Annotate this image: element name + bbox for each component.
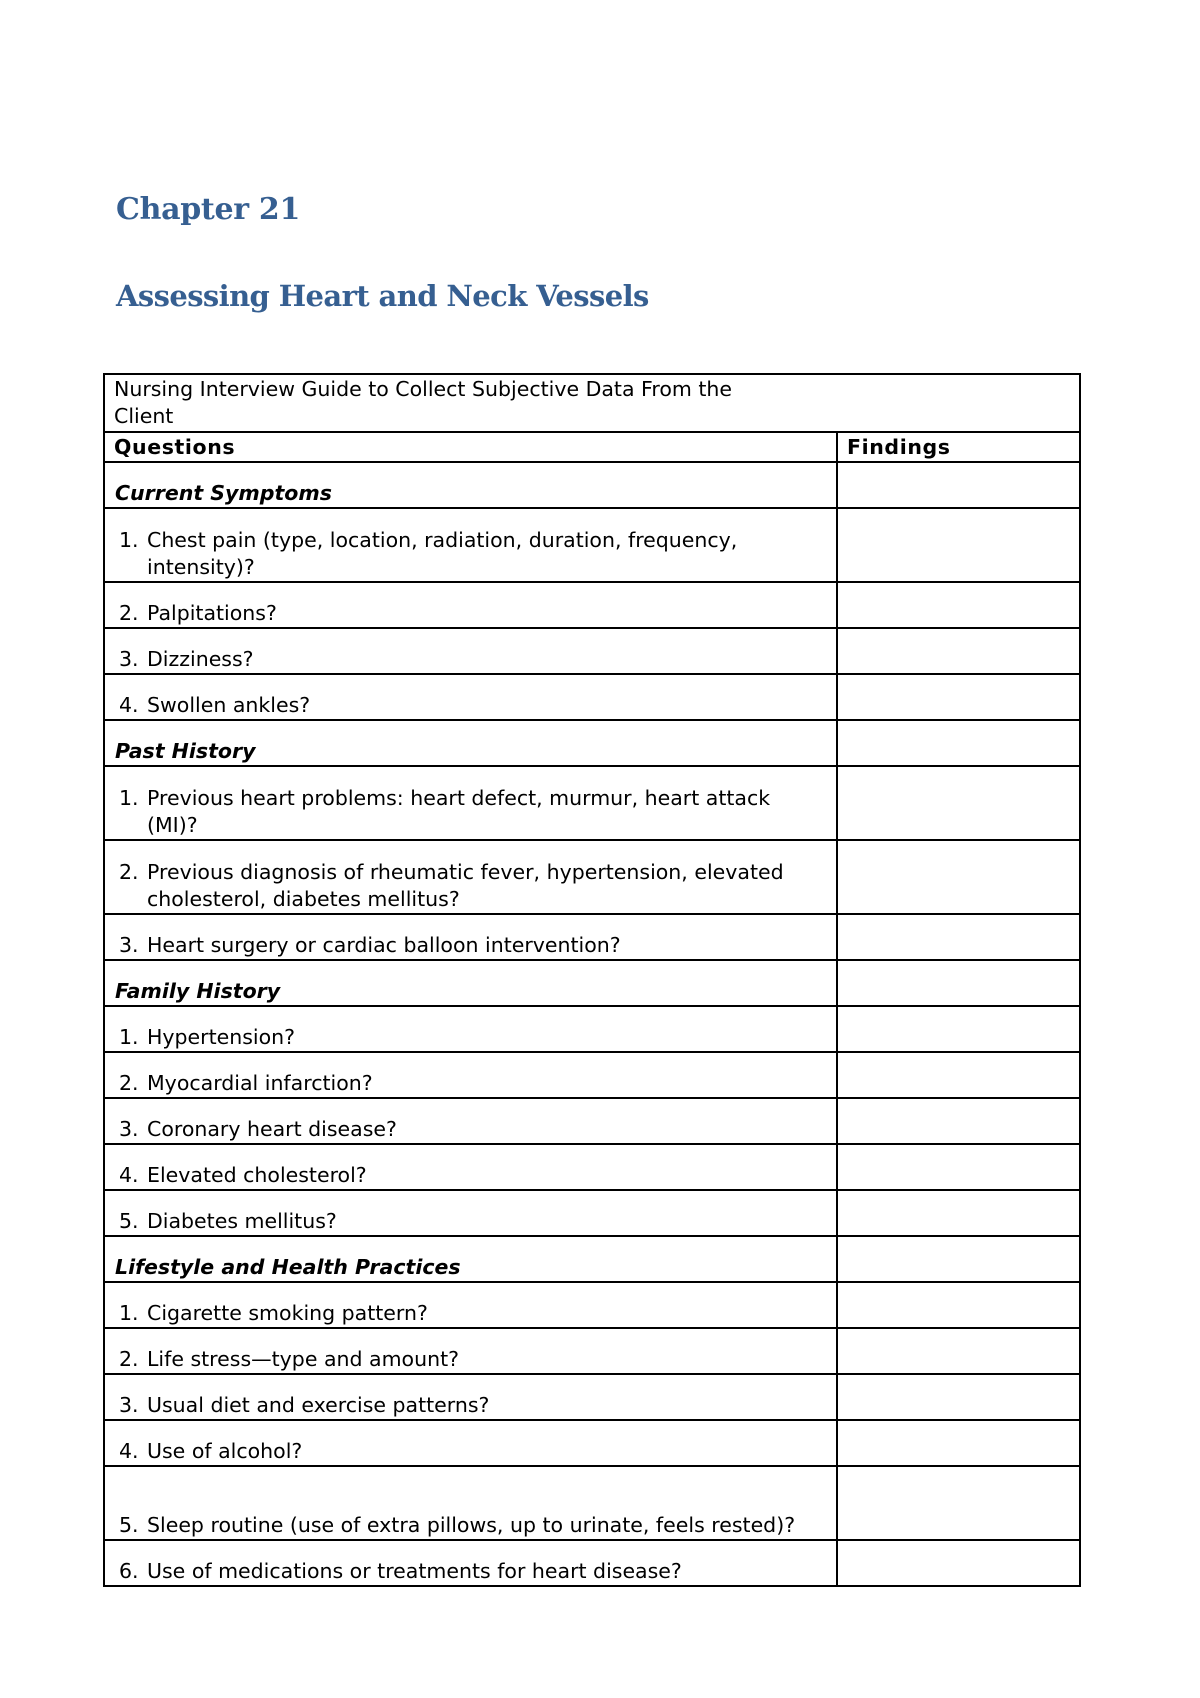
question-cell (104, 1328, 837, 1374)
question-number: 3. (119, 1393, 139, 1417)
table-row (104, 1282, 1080, 1328)
question-cell (104, 1052, 837, 1098)
table-title: Nursing Interview Guide to Collect Subjective Data From the Client (114, 377, 732, 428)
question-number: 2. (119, 860, 139, 884)
section-heading: Past History (104, 720, 837, 766)
question-cell (104, 1144, 837, 1190)
table-row (104, 914, 1080, 960)
findings-cell[interactable] (837, 1540, 1080, 1586)
question-text: Use of alcohol? (147, 1439, 303, 1463)
question-text: Swollen ankles? (147, 693, 311, 717)
findings-cell[interactable] (837, 628, 1080, 674)
table-row (104, 1466, 1080, 1540)
question-cell (104, 1374, 837, 1420)
findings-cell[interactable] (837, 1466, 1080, 1540)
question-text: Diabetes mellitus? (147, 1209, 337, 1233)
question-cell (104, 628, 837, 674)
question-text: Previous diagnosis of rheumatic fever, hypertension, elevated cholesterol, diabetes mellitus? (147, 860, 784, 911)
question-number: 1. (119, 528, 139, 552)
question-text: Life stress—type and amount? (147, 1347, 460, 1371)
table-row (104, 1144, 1080, 1190)
findings-cell[interactable] (837, 1420, 1080, 1466)
question-cell (104, 840, 837, 914)
table-row (104, 508, 1080, 582)
question-text: Myocardial infarction? (147, 1071, 373, 1095)
question-number: 6. (119, 1559, 139, 1583)
question-text: Usual diet and exercise patterns? (147, 1393, 490, 1417)
findings-cell[interactable] (837, 1374, 1080, 1420)
question-cell (104, 674, 837, 720)
findings-cell[interactable] (837, 674, 1080, 720)
findings-cell[interactable] (837, 1098, 1080, 1144)
table-row (104, 628, 1080, 674)
table-row (104, 674, 1080, 720)
section-row-past-history (104, 720, 1080, 766)
question-text: Previous heart problems: heart defect, murmur, heart attack (MI)? (147, 786, 771, 837)
question-text: Chest pain (type, location, radiation, duration, frequency, intensity)? (147, 528, 738, 579)
question-cell (104, 508, 837, 582)
question-cell (104, 1190, 837, 1236)
findings-cell[interactable] (837, 1236, 1080, 1282)
question-text: Hypertension? (147, 1025, 296, 1049)
question-text: Dizziness? (147, 647, 254, 671)
table-title-cell (104, 374, 1080, 432)
findings-cell[interactable] (837, 462, 1080, 508)
question-number: 4. (119, 1439, 139, 1463)
question-cell (104, 1420, 837, 1466)
findings-cell[interactable] (837, 840, 1080, 914)
section-heading: Family History (104, 960, 837, 1006)
question-cell (104, 766, 837, 840)
findings-cell[interactable] (837, 582, 1080, 628)
findings-cell[interactable] (837, 1328, 1080, 1374)
question-cell (104, 1540, 837, 1586)
findings-cell[interactable] (837, 960, 1080, 1006)
section-heading: Lifestyle and Health Practices (104, 1236, 837, 1282)
table-header-row (104, 432, 1080, 462)
table-row (104, 1098, 1080, 1144)
section-heading: Current Symptoms (104, 462, 837, 508)
findings-cell[interactable] (837, 1282, 1080, 1328)
questions-header: Questions (104, 432, 837, 462)
table-row (104, 1420, 1080, 1466)
question-number: 1. (119, 786, 139, 810)
question-cell (104, 582, 837, 628)
question-number: 5. (119, 1209, 139, 1233)
table-row (104, 1374, 1080, 1420)
question-cell (104, 914, 837, 960)
table-title-row (104, 374, 1080, 432)
question-number: 3. (119, 933, 139, 957)
table-row (104, 1540, 1080, 1586)
findings-cell[interactable] (837, 1006, 1080, 1052)
findings-cell[interactable] (837, 720, 1080, 766)
question-number: 1. (119, 1301, 139, 1325)
question-cell (104, 1098, 837, 1144)
table-row (104, 1052, 1080, 1098)
question-text: Use of medications or treatments for heart disease? (147, 1559, 682, 1583)
question-text: Cigarette smoking pattern? (147, 1301, 428, 1325)
chapter-number-heading: Chapter 21 (116, 192, 301, 227)
question-number: 4. (119, 693, 139, 717)
interview-guide-table (103, 373, 1081, 1587)
question-number: 5. (119, 1513, 139, 1537)
question-text: Palpitations? (147, 601, 277, 625)
findings-cell[interactable] (837, 508, 1080, 582)
chapter-title-heading: Assessing Heart and Neck Vessels (116, 279, 649, 313)
question-text: Heart surgery or cardiac balloon intervention? (147, 933, 621, 957)
question-number: 2. (119, 1071, 139, 1095)
question-cell (104, 1466, 837, 1540)
findings-cell[interactable] (837, 1052, 1080, 1098)
question-cell (104, 1006, 837, 1052)
table-row (104, 1190, 1080, 1236)
question-number: 3. (119, 1117, 139, 1141)
findings-cell[interactable] (837, 914, 1080, 960)
question-cell (104, 1282, 837, 1328)
question-number: 4. (119, 1163, 139, 1187)
table-row (104, 1328, 1080, 1374)
findings-cell[interactable] (837, 766, 1080, 840)
table-row (104, 1006, 1080, 1052)
findings-header: Findings (837, 432, 1080, 462)
findings-cell[interactable] (837, 1190, 1080, 1236)
table-row (104, 840, 1080, 914)
table-row (104, 582, 1080, 628)
section-row-current-symptoms (104, 462, 1080, 508)
findings-cell[interactable] (837, 1144, 1080, 1190)
question-text: Sleep routine (use of extra pillows, up to urinate, feels rested)? (147, 1513, 796, 1537)
section-row-lifestyle (104, 1236, 1080, 1282)
table-row (104, 766, 1080, 840)
section-row-family-history (104, 960, 1080, 1006)
question-text: Elevated cholesterol? (147, 1163, 367, 1187)
question-number: 3. (119, 647, 139, 671)
question-number: 2. (119, 601, 139, 625)
question-text: Coronary heart disease? (147, 1117, 397, 1141)
question-number: 2. (119, 1347, 139, 1371)
question-number: 1. (119, 1025, 139, 1049)
